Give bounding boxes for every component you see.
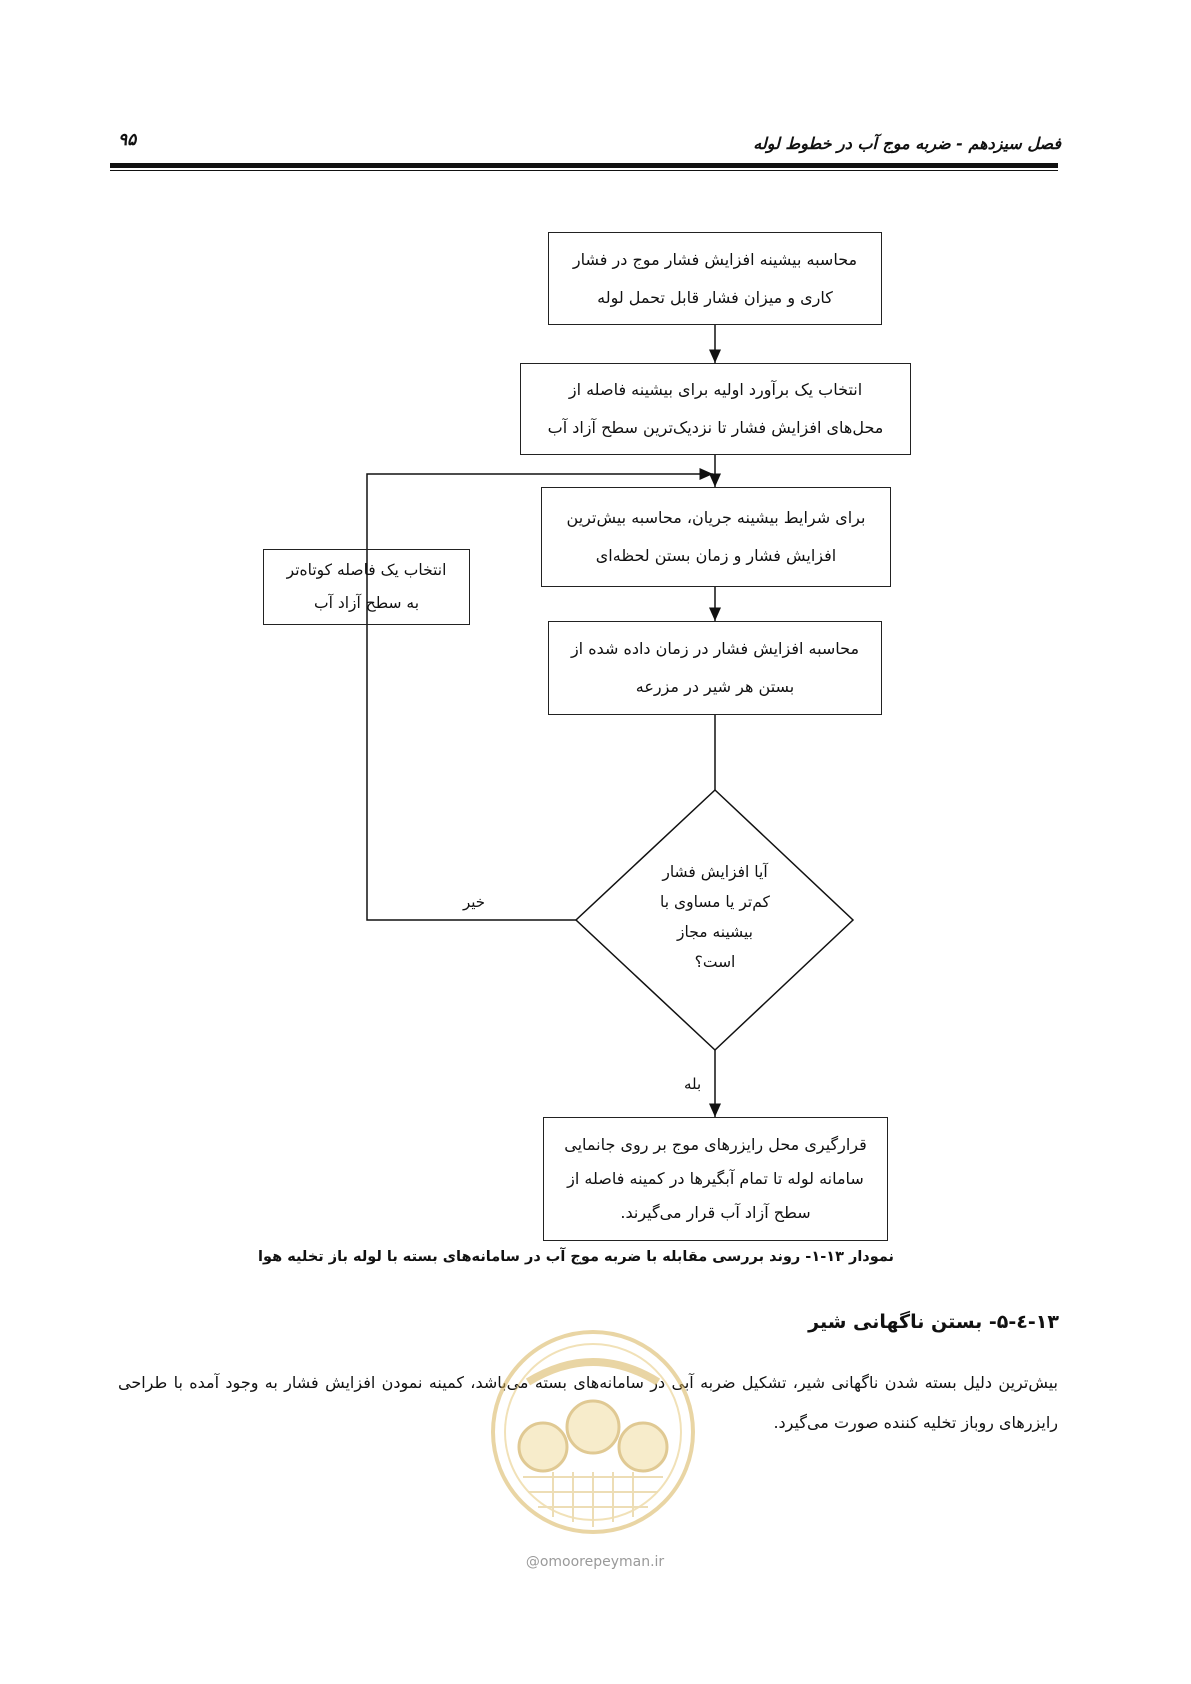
flow-box-shorter-distance: انتخاب یک فاصله کوتاه‌تر به سطح آزاد آب (263, 549, 470, 625)
flow-box-surge-riser-placement: قرارگیری محل رایزرهای موج بر روی جانمایی سامانه لوله تا تمام آبگیرها در کمینه فاصله از سطح آزاد آب قرار می‌گیرند. (543, 1117, 888, 1241)
watermark-url: @omoorepeyman.ir (525, 1554, 665, 1570)
page-number: ۹۵ (118, 130, 137, 150)
decision-text: آیا افزایش فشار کم‌تر یا مساوی با بیشینه مجاز است؟ (660, 863, 770, 971)
flow-box-initial-estimate: انتخاب یک برآورد اولیه برای بیشینه فاصله از محل‌های افزایش فشار تا نزدیک‌ترین سطح آزاد آب (520, 363, 911, 455)
section-paragraph: بیش‌ترین دلیل بسته شدن ناگهانی شیر، تشکیل ضربه آبی در سامانه‌های بسته می‌باشد، کمینه نمودن افزایش فشار به وجود آمده با طراحی رایزرهای روباز تخلیه کننده صورت می‌گیرد. (118, 1373, 1058, 1432)
seal-logo-icon (488, 1322, 698, 1542)
section-heading: ۱۳-٤-۵- بستن ناگهانی شیر (808, 1311, 1059, 1333)
flow-box-max-flow-conditions: برای شرایط بیشینه جریان، محاسبه بیش‌ترین افزایش فشار و زمان بستن لحظه‌ای (541, 487, 891, 587)
edge-label-yes: بله (684, 1075, 702, 1093)
figure-caption: نمودار ۱۳-۱- روند بررسی مقابله با ضربه موج آب در سامانه‌های بسته با لوله باز تخلیه هوا (258, 1249, 894, 1265)
flow-box-calc-max-pressure: محاسبه بیشینه افزایش فشار موج در فشار کاری و میزان فشار قابل تحمل لوله (548, 232, 882, 325)
chapter-title: فصل سیزدهم - ضربه موج آب در خطوط لوله (753, 134, 1061, 153)
flow-box-valve-closing: محاسبه افزایش فشار در زمان داده شده از بستن هر شیر در مزرعه (548, 621, 882, 715)
edge-label-no: خیر (463, 893, 486, 911)
